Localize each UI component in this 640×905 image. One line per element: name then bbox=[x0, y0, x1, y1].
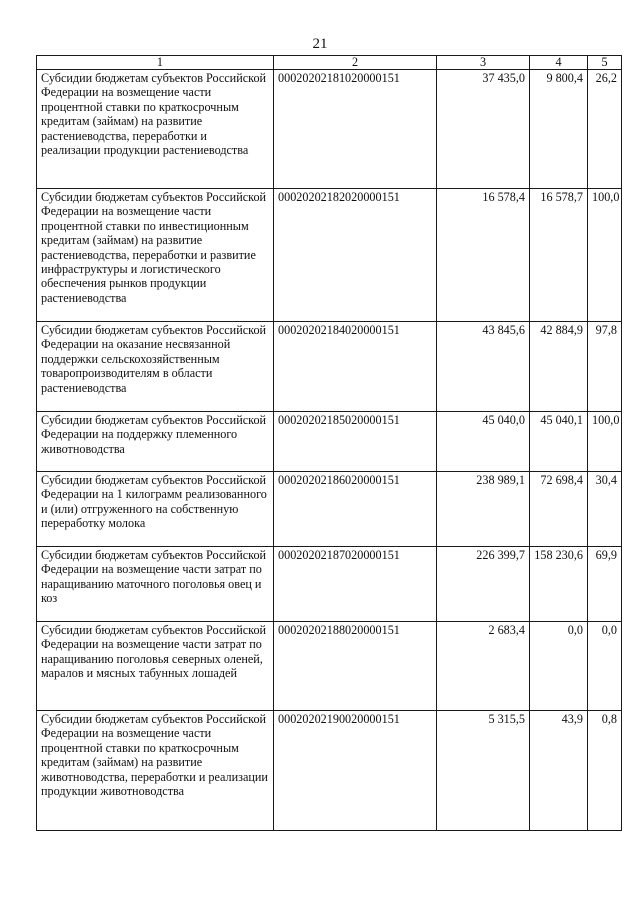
percent-value-cell: 100,0 bbox=[588, 189, 622, 322]
header-row bbox=[37, 56, 622, 70]
percent-value-cell: 100,0 bbox=[588, 412, 622, 472]
budget-code-cell: 00020202188020000151 bbox=[274, 622, 437, 711]
plan-value-cell: 37 435,0 bbox=[437, 70, 530, 189]
table-row bbox=[37, 711, 622, 831]
table-row bbox=[37, 70, 622, 189]
budget-code-cell: 00020202184020000151 bbox=[274, 322, 437, 412]
actual-value-cell: 0,0 bbox=[530, 622, 588, 711]
percent-value-cell: 69,9 bbox=[588, 547, 622, 622]
plan-value-cell: 2 683,4 bbox=[437, 622, 530, 711]
subsidy-name-cell: Субсидии бюджетам субъектов Российской Федерации на возмещение части процентной ставки по инвестиционным кредитам (займам) на развитие растениеводства, переработки и развитие инфраструктуры и логистического обеспечения рынков продукции растениеводства bbox=[37, 189, 274, 322]
percent-value-cell: 0,8 bbox=[588, 711, 622, 831]
subsidy-name-cell: Субсидии бюджетам субъектов Российской Федерации на 1 килограмм реализованного и (или) отгруженного на собственную переработку молока bbox=[37, 472, 274, 547]
percent-value-cell: 0,0 bbox=[588, 622, 622, 711]
plan-value-cell: 16 578,4 bbox=[437, 189, 530, 322]
column-header-2: 2 bbox=[274, 56, 437, 70]
percent-value-cell: 97,8 bbox=[588, 322, 622, 412]
actual-value-cell: 158 230,6 bbox=[530, 547, 588, 622]
subsidy-name-cell: Субсидии бюджетам субъектов Российской Федерации на возмещение части процентной ставки по краткосрочным кредитам (займам) на развитие растениеводства, переработки и реализации продукции растениеводства bbox=[37, 70, 274, 189]
budget-code-cell: 00020202181020000151 bbox=[274, 70, 437, 189]
actual-value-cell: 16 578,7 bbox=[530, 189, 588, 322]
table-row bbox=[37, 412, 622, 472]
column-header-5: 5 bbox=[588, 56, 622, 70]
actual-value-cell: 9 800,4 bbox=[530, 70, 588, 189]
budget-code-cell: 00020202190020000151 bbox=[274, 711, 437, 831]
budget-code-cell: 00020202186020000151 bbox=[274, 472, 437, 547]
plan-value-cell: 45 040,0 bbox=[437, 412, 530, 472]
column-header-4: 4 bbox=[530, 56, 588, 70]
budget-table bbox=[36, 55, 622, 831]
plan-value-cell: 5 315,5 bbox=[437, 711, 530, 831]
budget-code-cell: 00020202185020000151 bbox=[274, 412, 437, 472]
table-row bbox=[37, 472, 622, 547]
table-header bbox=[37, 56, 622, 70]
subsidy-name-cell: Субсидии бюджетам субъектов Российской Федерации на поддержку племенного животноводства bbox=[37, 412, 274, 472]
actual-value-cell: 72 698,4 bbox=[530, 472, 588, 547]
table-row bbox=[37, 322, 622, 412]
table-row bbox=[37, 622, 622, 711]
budget-code-cell: 00020202187020000151 bbox=[274, 547, 437, 622]
subsidy-name-cell: Субсидии бюджетам субъектов Российской Федерации на возмещение части затрат по наращиванию поголовья северных оленей, маралов и мясных табунных лошадей bbox=[37, 622, 274, 711]
actual-value-cell: 43,9 bbox=[530, 711, 588, 831]
table-row bbox=[37, 189, 622, 322]
page-number: 21 bbox=[312, 36, 328, 52]
actual-value-cell: 45 040,1 bbox=[530, 412, 588, 472]
budget-code-cell: 00020202182020000151 bbox=[274, 189, 437, 322]
subsidy-name-cell: Субсидии бюджетам субъектов Российской Федерации на оказание несвязанной поддержки сельскохозяйственным товаропроизводителям в области растениеводства bbox=[37, 322, 274, 412]
plan-value-cell: 238 989,1 bbox=[437, 472, 530, 547]
subsidy-name-cell: Субсидии бюджетам субъектов Российской Федерации на возмещение части процентной ставки по краткосрочным кредитам (займам) на развитие животноводства, переработки и реализации продукции животноводства bbox=[37, 711, 274, 831]
plan-value-cell: 226 399,7 bbox=[437, 547, 530, 622]
subsidy-name-cell: Субсидии бюджетам субъектов Российской Федерации на возмещение части затрат по наращиванию маточного поголовья овец и коз bbox=[37, 547, 274, 622]
column-header-1: 1 bbox=[37, 56, 274, 70]
column-header-3: 3 bbox=[437, 56, 530, 70]
table-row bbox=[37, 547, 622, 622]
percent-value-cell: 30,4 bbox=[588, 472, 622, 547]
actual-value-cell: 42 884,9 bbox=[530, 322, 588, 412]
plan-value-cell: 43 845,6 bbox=[437, 322, 530, 412]
percent-value-cell: 26,2 bbox=[588, 70, 622, 189]
